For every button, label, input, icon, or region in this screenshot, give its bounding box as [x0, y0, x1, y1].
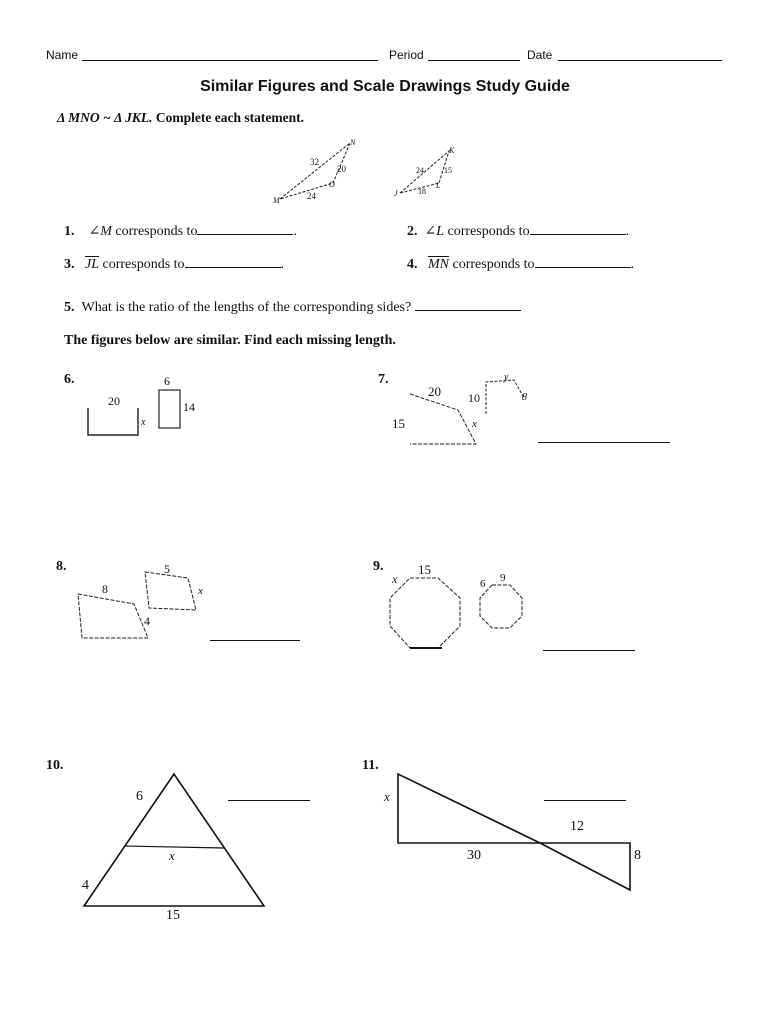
side-mo: 24	[307, 191, 316, 201]
statement-4	[407, 255, 634, 273]
p11-label-8: 8	[634, 848, 641, 863]
answer-blank[interactable]	[185, 255, 281, 268]
statement-2	[407, 222, 629, 240]
question-5	[64, 298, 521, 316]
statement-text: corresponds to	[452, 257, 535, 272]
p9-label-9: 9	[500, 572, 506, 584]
label-l: L	[436, 181, 441, 190]
triangle-jkl-figure	[392, 143, 462, 198]
label-o: O	[329, 180, 335, 189]
p11-label-12: 12	[570, 819, 584, 834]
problem-8-answer-line[interactable]	[210, 640, 300, 641]
label-j: J	[394, 189, 398, 198]
date-blank[interactable]	[558, 60, 722, 61]
p7-label-10: 10	[468, 391, 480, 405]
triangle-mno-figure	[270, 135, 370, 207]
p8-label-5: 5	[164, 562, 170, 576]
statement-number: 3.	[64, 257, 75, 272]
statement-number: 1.	[64, 224, 75, 239]
problem-11-number: 11.	[362, 758, 379, 773]
label-k: K	[449, 146, 455, 155]
problem-10-number: 10.	[46, 758, 64, 773]
answer-blank[interactable]	[535, 255, 631, 268]
problem-11-figure	[380, 768, 640, 898]
problem-7-number: 7.	[378, 372, 389, 387]
statement-end: .	[625, 224, 630, 239]
problem-6-number: 6.	[64, 372, 75, 387]
question-text: What is the ratio of the lengths of the corresponding sides?	[81, 300, 412, 315]
answer-blank[interactable]	[197, 222, 293, 235]
problem-10-figure	[78, 768, 278, 923]
label-n: N	[350, 138, 356, 147]
problem-9-number: 9.	[373, 559, 384, 574]
statement-angle: ∠L	[424, 224, 445, 239]
p10-label-4: 4	[82, 878, 89, 893]
side-jk: 24	[416, 166, 424, 175]
statement-end: .	[630, 257, 635, 272]
problem-10-answer-line[interactable]	[228, 800, 310, 801]
question-number: 5.	[64, 300, 75, 315]
problem-8-figure	[72, 560, 212, 645]
p7-label-8: 8	[522, 392, 527, 403]
p8-label-4: 4	[144, 614, 150, 628]
p11-label-30: 30	[467, 848, 481, 863]
p9-label-6: 6	[480, 578, 486, 590]
p6-label-6: 6	[164, 374, 170, 388]
problem-8-number: 8.	[56, 559, 67, 574]
p11-label-x: x	[384, 789, 390, 804]
problem-7-answer-line[interactable]	[538, 442, 670, 443]
problem-7-figure	[388, 370, 538, 450]
side-kl: 15	[444, 166, 452, 175]
statement-3	[64, 255, 284, 273]
p10-label-6: 6	[136, 789, 143, 804]
statement-segment: $\overline{MN}$	[428, 257, 449, 272]
p8-label-8: 8	[102, 582, 108, 596]
problem-6-figure	[84, 372, 214, 438]
period-label: Period	[389, 48, 424, 62]
answer-blank[interactable]	[530, 222, 626, 235]
name-label: Name	[46, 48, 79, 62]
answer-blank[interactable]	[415, 298, 521, 311]
p7-label-x: x	[472, 418, 477, 430]
p7-label-y: y	[504, 372, 509, 383]
p7-label-15: 15	[392, 416, 405, 431]
side-mn: 32	[310, 157, 319, 167]
statement-1	[64, 222, 297, 240]
problem-11-answer-line[interactable]	[544, 800, 626, 801]
statement-text: corresponds to	[115, 224, 198, 239]
p6-label-14: 14	[183, 400, 195, 414]
intro-line	[57, 110, 304, 126]
page-title: Similar Figures and Scale Drawings Study Guide	[200, 78, 570, 95]
p6-label-20: 20	[108, 394, 120, 408]
statement-angle: ∠M	[88, 224, 112, 239]
intro-instruction: Complete each statement.	[155, 110, 304, 125]
p6-label-x: x	[141, 417, 146, 428]
statement-number: 4.	[407, 257, 418, 272]
side-jl: 18	[418, 187, 426, 196]
p9-label-15: 15	[418, 562, 431, 577]
statement-number: 2.	[407, 224, 418, 239]
statement-end: .	[280, 257, 285, 272]
statement-text: corresponds to	[102, 257, 185, 272]
statement-end: .	[293, 224, 297, 239]
label-m: M	[273, 196, 280, 205]
problem-9-figure	[386, 560, 531, 655]
statement-text: corresponds to	[447, 224, 530, 239]
side-no: 20	[337, 164, 346, 174]
p7-label-20: 20	[428, 384, 441, 399]
p8-label-x: x	[198, 585, 203, 597]
p9-label-x: x	[392, 572, 398, 586]
statement-segment: $\overline{JL}$	[85, 257, 99, 272]
p10-label-x: x	[169, 848, 175, 863]
period-blank[interactable]	[428, 60, 520, 61]
date-label: Date	[527, 48, 553, 62]
section-instruction: The figures below are similar. Find each missing length.	[64, 333, 396, 348]
similarity-statement: Δ MNO ~ Δ JKL.	[57, 110, 153, 125]
name-blank[interactable]	[82, 60, 378, 61]
p10-label-15: 15	[166, 908, 180, 923]
problem-9-answer-line[interactable]	[543, 650, 635, 651]
